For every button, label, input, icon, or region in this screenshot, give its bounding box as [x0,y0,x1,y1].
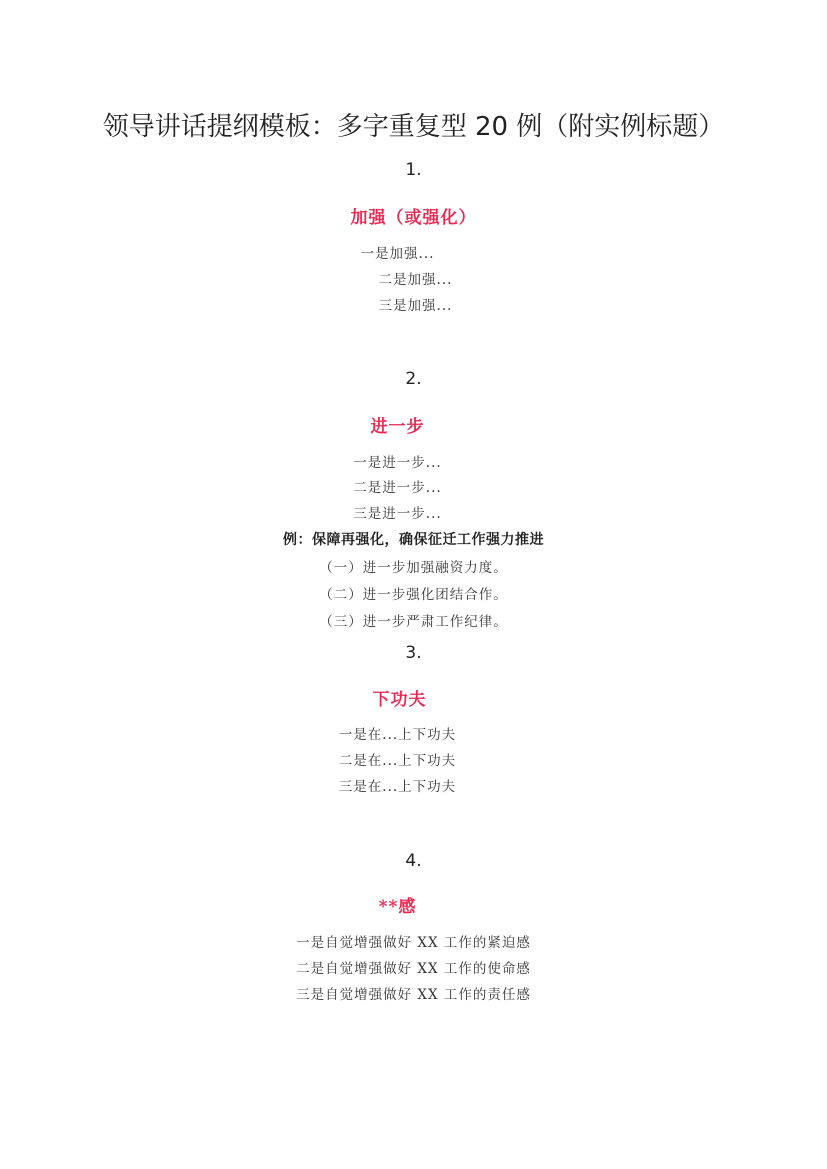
list-item: 二是进一步... [353,480,442,496]
list-item: 三是进一步... [353,506,442,522]
list-item: 三是加强... [378,298,453,314]
section-number: 2. [405,369,422,389]
list-item: 二是加强... [378,272,453,288]
section-heading: 进一步 [370,417,425,437]
section-heading: 下功夫 [372,690,427,710]
page-title: 领导讲话提纲模板：多字重复型 20 例（附实例标题） [102,112,725,142]
example-title: 例：保障再强化，确保征迁工作强力推进 [283,532,544,548]
list-item: 三是在...上下功夫 [338,779,457,795]
example-item: （二）进一步强化团结合作。 [319,587,508,603]
section-heading: 加强（或强化） [350,208,477,228]
section-heading: **感 [378,897,417,917]
section-number: 4. [405,851,422,871]
list-item: 一是在...上下功夫 [338,727,457,743]
section-number: 1. [405,160,422,180]
section-number: 3. [405,643,422,663]
list-item: 二是自觉增强做好 XX 工作的使命感 [296,961,531,977]
list-item: 一是自觉增强做好 XX 工作的紧迫感 [296,935,531,951]
list-item: 三是自觉增强做好 XX 工作的责任感 [296,987,531,1003]
example-item: （三）进一步严肃工作纪律。 [319,614,508,630]
list-item: 一是加强... [360,246,435,262]
list-item: 一是进一步... [353,455,442,471]
example-item: （一）进一步加强融资力度。 [319,560,508,576]
list-item: 二是在...上下功夫 [338,753,457,769]
